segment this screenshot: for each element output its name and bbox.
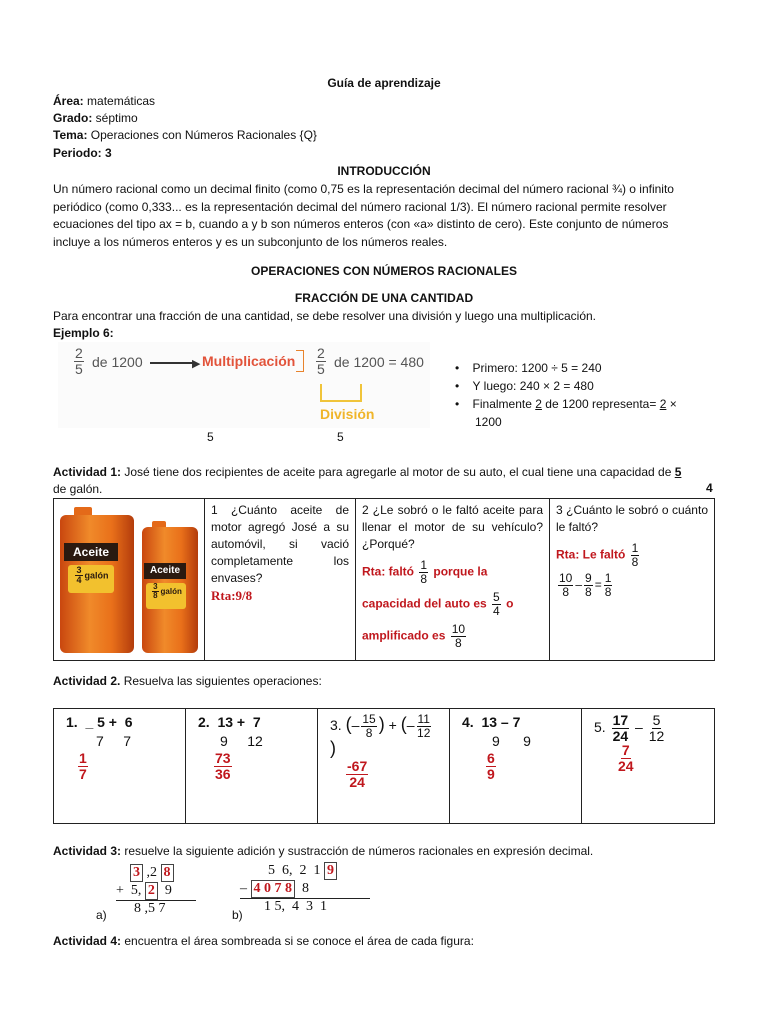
step-3-cont: 1200 bbox=[475, 415, 502, 429]
add-result: 8 ,5 7 bbox=[116, 900, 196, 917]
diagram-div: División bbox=[320, 406, 375, 422]
q3-text: 3 ¿Cuánto le sobró o cuánto le faltó? bbox=[556, 503, 708, 534]
op1-answer: $\frac{1}{7}$ bbox=[79, 750, 87, 782]
act1-text: Actividad 1: José tiene dos recipientes de aceite para agregarle al motor de su auto, el cual tiene una capacidad de 5 bbox=[53, 465, 682, 479]
op4-answer: $\frac{6}{9}$ bbox=[487, 750, 495, 782]
op-cell-3 bbox=[318, 709, 450, 824]
ops-subheading: FRACCIÓN DE UNA CANTIDAD bbox=[294, 291, 474, 305]
op3-expression: 3. (– $\frac{15}{8}$ ) + (– $\frac{11}{12}$ ) bbox=[330, 712, 431, 759]
below-5-b: 5 bbox=[337, 430, 344, 444]
jugs-cell bbox=[54, 499, 205, 661]
diagram-result: de 1200 = 480 bbox=[334, 354, 424, 370]
intro-heading: INTRODUCCIÓN bbox=[337, 164, 431, 178]
diagram-fraction: $\frac{2}{5}$ bbox=[75, 345, 83, 377]
area-label: Área: bbox=[53, 94, 84, 108]
oil-jugs-image bbox=[54, 499, 202, 657]
a2-line3: amplificado es $\frac{10}{8}$ bbox=[362, 622, 466, 650]
op4-top: 4. 13 – 7 bbox=[462, 714, 521, 730]
topic-line bbox=[53, 127, 715, 144]
op-cell-1 bbox=[54, 709, 186, 824]
a3-equation: $\frac{10}{8}$ – $\frac{9}{8}$ = $\frac{1}{8}$ bbox=[559, 571, 612, 599]
div-bracket bbox=[320, 384, 362, 402]
act2-table bbox=[53, 708, 715, 824]
q2-cell bbox=[356, 499, 550, 661]
grade-label: Grado: bbox=[53, 111, 93, 125]
a2-line2: capacidad del auto es $\frac{5}{4}$ o bbox=[362, 590, 514, 618]
intro-p3: ecuaciones del tipo ax = b, cuando a y b son números enteros (con «a» distinto de cero). Este conjunto de números bbox=[53, 217, 669, 231]
op-cell-2 bbox=[186, 709, 318, 824]
jug1-label: Aceite bbox=[64, 543, 118, 561]
q1-cell bbox=[205, 499, 356, 661]
mult-bracket bbox=[296, 350, 304, 372]
a3-text: Rta: Le faltó $\frac{1}{8}$ bbox=[556, 541, 639, 569]
area-value: matemáticas bbox=[83, 94, 156, 108]
act3-text: Actividad 3: resuelve la siguiente adición y sustracción de números racionales en expresión decimal. bbox=[53, 844, 594, 858]
q3-cell bbox=[550, 499, 715, 661]
page-title: Guía de aprendizaje bbox=[327, 76, 441, 90]
op3-answer: $\frac{-67}{24}$ bbox=[347, 758, 368, 790]
act1-cap-den: 4 bbox=[706, 481, 713, 495]
op2-answer: $\frac{73}{36}$ bbox=[215, 750, 231, 782]
label-b: b) bbox=[232, 908, 243, 922]
decimal-addition bbox=[116, 864, 196, 917]
op-cell-4 bbox=[450, 709, 582, 824]
period-label: Periodo: bbox=[53, 146, 102, 160]
below-5-a: 5 bbox=[207, 430, 214, 444]
steps-list bbox=[455, 359, 677, 431]
sub-result: 1 5, 4 3 1 bbox=[240, 898, 370, 915]
step-1: • Primero: 1200 ÷ 5 = 240 bbox=[455, 361, 602, 375]
intro-p4: incluye a los números enteros y es un subconjunto de los números reales. bbox=[53, 235, 448, 249]
step-2: • Y luego: 240 × 2 = 480 bbox=[455, 379, 594, 393]
q1-text: 1 ¿Cuánto aceite de motor agregó José a su automóvil, si vació completamente los envases? bbox=[211, 503, 349, 585]
example-diagram bbox=[58, 342, 430, 428]
a2-line1: Rta: faltó $\frac{1}{8}$ porque la bbox=[362, 558, 488, 586]
period-line bbox=[53, 145, 715, 162]
diagram-de1200: de 1200 bbox=[92, 354, 143, 370]
period-value: 3 bbox=[101, 146, 112, 160]
intro-p2: periódico (como 0,333... es la representación decimal del número racional 1/3). El número racional permite resolver bbox=[53, 200, 667, 214]
diagram-fraction-2: $\frac{2}{5}$ bbox=[317, 345, 325, 377]
op4-bottom: 9 9 bbox=[492, 733, 531, 749]
topic-value: Operaciones con Números Racionales {Q} bbox=[87, 128, 317, 142]
example-label: Ejemplo 6: bbox=[53, 326, 114, 340]
act1-table bbox=[53, 498, 715, 661]
op5-answer: $\frac{7}{24}$ bbox=[618, 742, 634, 775]
arrow-right-icon: ▶ bbox=[192, 358, 201, 370]
jug2-amount: $\frac{3}{8}$ galón bbox=[146, 583, 186, 609]
q2-text: 2 ¿Le sobró o le faltó aceite para llenar el motor de su vehículo? ¿Porqué? bbox=[362, 503, 543, 551]
op-cell-5 bbox=[582, 709, 715, 824]
label-a: a) bbox=[96, 908, 107, 922]
ops-heading: OPERACIONES CON NÚMEROS RACIONALES bbox=[250, 264, 518, 278]
grade-line bbox=[53, 110, 715, 127]
add-row2: + 5, 2 9 bbox=[116, 883, 172, 898]
jug2-label: Aceite bbox=[144, 563, 186, 579]
op1-bottom: 7 7 bbox=[96, 733, 132, 749]
grade-value: séptimo bbox=[92, 111, 138, 125]
ops-text: Para encontrar una fracción de una cantidad, se debe resolver una división y luego una multiplicación. bbox=[53, 309, 596, 323]
decimal-subtraction bbox=[240, 862, 370, 915]
a1-text: Rta:9/8 bbox=[211, 588, 253, 603]
sub-row2: – 4 0 7 8 8 bbox=[240, 881, 309, 896]
step-3: • Finalmente 2 de 1200 representa= 2 × bbox=[455, 397, 677, 411]
act4-text: Actividad 4: encuentra el área sombreada si se conoce el área de cada figura: bbox=[53, 934, 474, 948]
intro-p1: Un número racional como un decimal finito (como 0,75 es la representación decimal del número racional ¾) o infinito bbox=[53, 182, 674, 196]
act1-text-2: de galón. bbox=[53, 482, 103, 496]
topic-label: Tema: bbox=[53, 128, 88, 142]
arrow-line bbox=[150, 362, 196, 364]
op2-bottom: 9 12 bbox=[220, 733, 263, 749]
add-row1: 3 ,2 8 bbox=[116, 864, 196, 882]
jug1-amount: $\frac{3}{4}$ galón bbox=[68, 565, 114, 593]
act2-text: Actividad 2. Resuelva las siguientes operaciones: bbox=[53, 674, 322, 688]
area-line bbox=[53, 93, 715, 110]
diagram-mult: Multiplicación bbox=[202, 353, 296, 369]
op2-top: 2. 13 + 7 bbox=[198, 714, 261, 730]
op1-top: 1. _ 5 + 6 bbox=[66, 714, 133, 730]
sub-row1: 5 6, 2 1 9 bbox=[240, 862, 370, 880]
op5-expression: 5. $\frac{17}{24}$ – $\frac{5}{12}$ bbox=[594, 712, 665, 744]
